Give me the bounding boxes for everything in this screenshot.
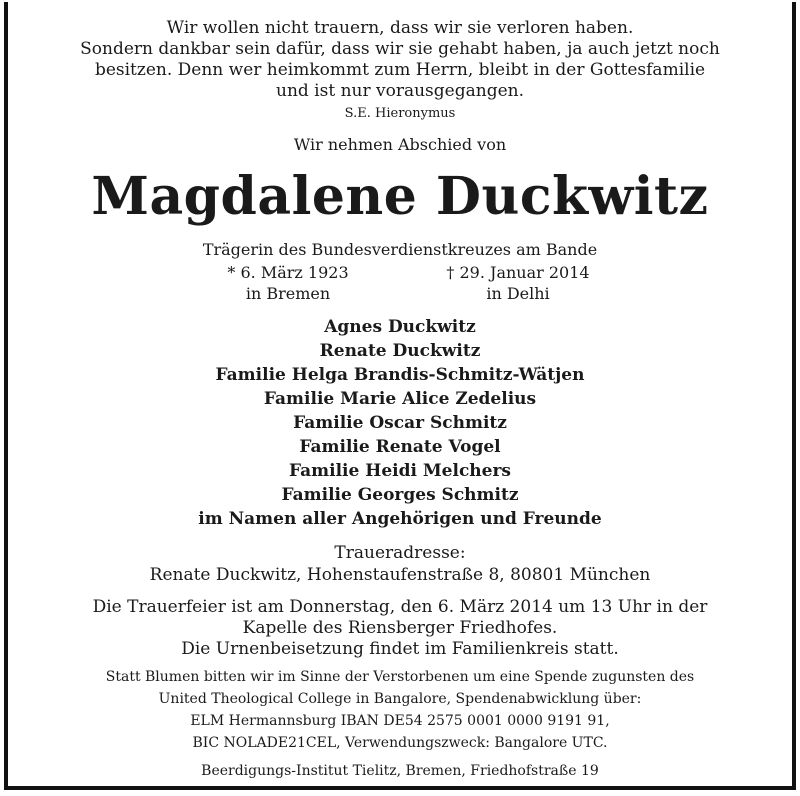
ceremony-line: Kapelle des Riensberger Friedhofes. xyxy=(242,618,558,638)
poem-line: und ist nur vorausgegangen. xyxy=(276,81,524,101)
mourner-line: Familie Georges Schmitz xyxy=(281,485,519,505)
donation-line: United Theological College in Bangalore, Spendenabwicklung über: xyxy=(158,691,642,707)
donation-line: Statt Blumen bitten wir im Sinne der Verstorbenen um eine Spende zugunsten des xyxy=(105,669,695,685)
birth-date: * 6. März 1923 xyxy=(227,263,349,282)
mourner-line: im Namen aller Angehörigen und Freunde xyxy=(198,509,602,529)
mourner-line: Renate Duckwitz xyxy=(319,341,481,361)
deceased-honor: Trägerin des Bundesverdienstkreuzes am Bande xyxy=(202,240,598,259)
mourner-line: Familie Marie Alice Zedelius xyxy=(263,389,537,409)
donation-line: ELM Hermannsburg IBAN DE54 2575 0001 0000 9191 91, xyxy=(190,713,610,729)
undertaker: Beerdigungs-Institut Tielitz, Bremen, Friedhofstraße 19 xyxy=(201,763,599,779)
mourner-line: Familie Renate Vogel xyxy=(299,437,501,457)
death-info xyxy=(418,262,618,304)
death-place: in Delhi xyxy=(486,284,550,303)
farewell-intro: Wir nehmen Abschied von xyxy=(293,135,507,154)
mourner-line: Familie Heidi Melchers xyxy=(289,461,511,481)
death-date: † 29. Januar 2014 xyxy=(446,263,590,282)
address-value: Renate Duckwitz, Hohenstaufenstraße 8, 80801 München xyxy=(149,565,651,585)
donation-line: BIC NOLADE21CEL, Verwendungszweck: Bangalore UTC. xyxy=(192,735,608,751)
ceremony-line: Die Urnenbeisetzung findet im Familienkreis statt. xyxy=(181,639,619,659)
ceremony-line: Die Trauerfeier ist am Donnerstag, den 6. März 2014 um 13 Uhr in der xyxy=(92,597,708,617)
poem-line: besitzen. Denn wer heimkommt zum Herrn, bleibt in der Gottesfamilie xyxy=(94,60,706,80)
poem-author: S.E. Hieronymus xyxy=(344,106,456,121)
poem-line: Sondern dankbar sein dafür, dass wir sie gehabt haben, ja auch jetzt noch xyxy=(80,39,720,59)
deceased-name: Magdalene Duckwitz xyxy=(91,166,709,227)
birth-info xyxy=(188,262,388,304)
obituary-notice xyxy=(4,2,796,790)
mourner-line: Agnes Duckwitz xyxy=(324,317,476,337)
birth-place: in Bremen xyxy=(245,284,331,303)
mourner-line: Familie Oscar Schmitz xyxy=(293,413,507,433)
mourner-line: Familie Helga Brandis-Schmitz-Wätjen xyxy=(215,365,585,385)
address-label: Traueradresse: xyxy=(334,543,466,563)
poem-line: Wir wollen nicht trauern, dass wir sie verloren haben. xyxy=(166,18,634,38)
